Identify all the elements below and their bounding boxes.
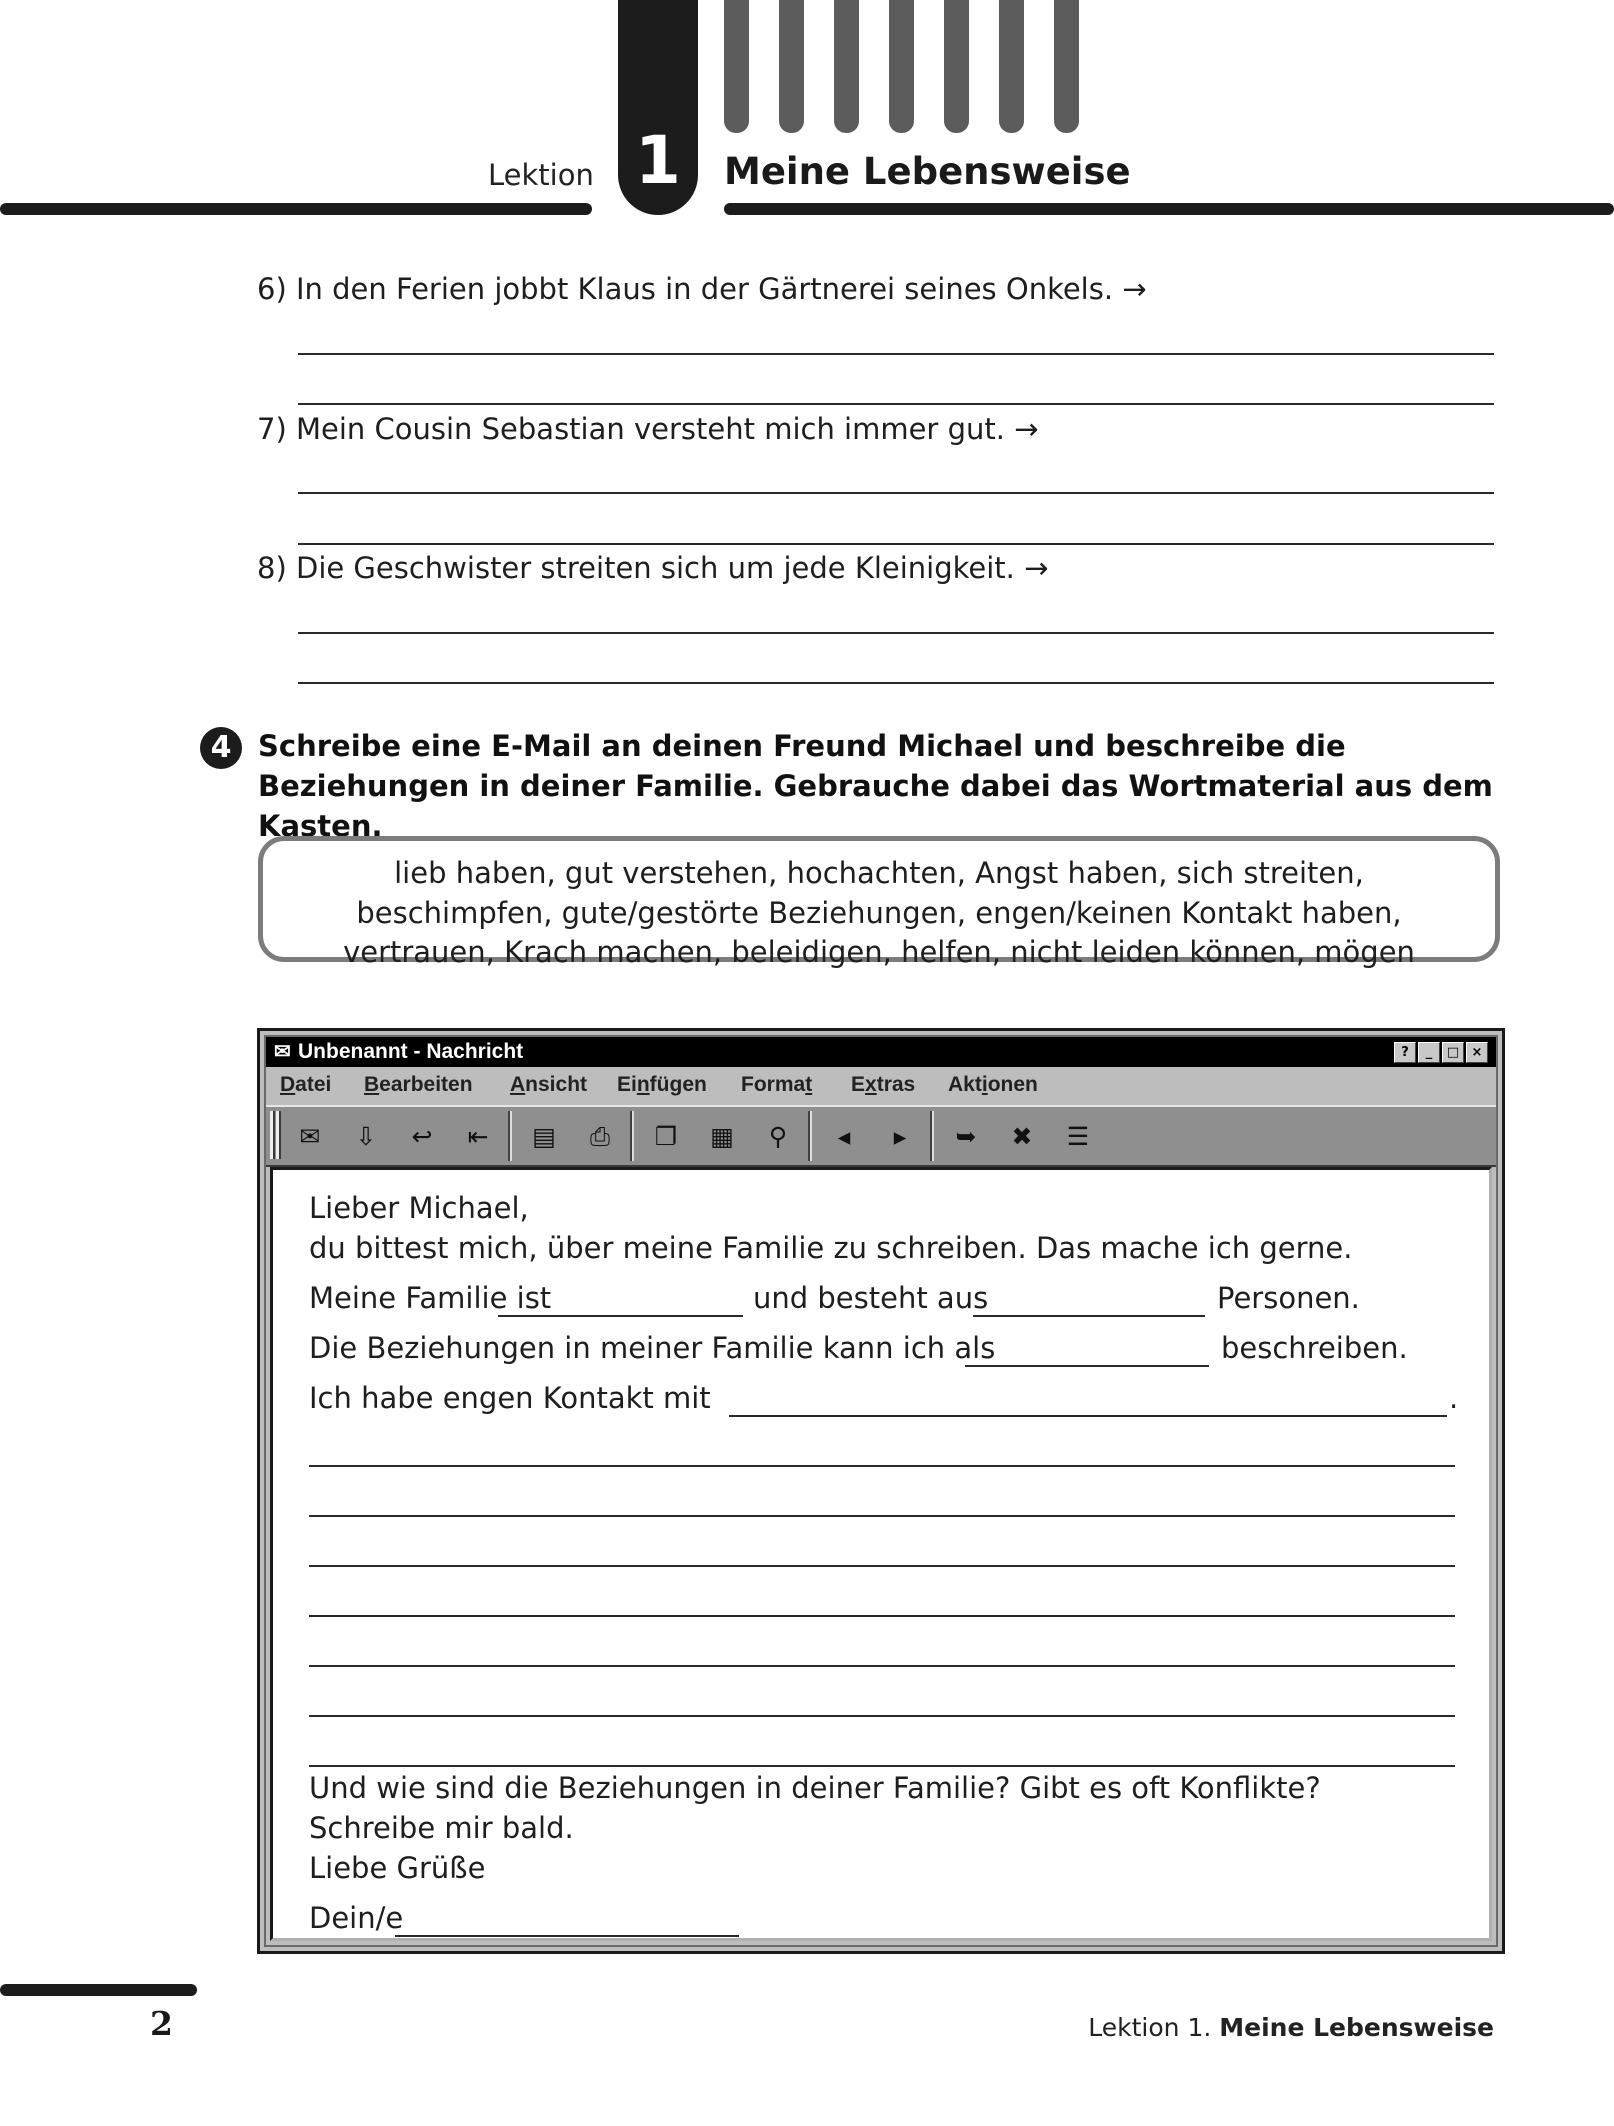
item-number: 7) <box>257 412 287 446</box>
window-title: Unbenannt - Nachricht <box>298 1040 524 1063</box>
family-line-end: Personen. <box>1217 1281 1360 1315</box>
item-text: Die Geschwister streiten sich um jede Kleinigkeit. → <box>295 551 1049 585</box>
toolbar-separator <box>930 1111 934 1161</box>
answer-line[interactable] <box>298 543 1494 545</box>
contact-line-end: . <box>1449 1381 1459 1415</box>
menu-einfuegen[interactable]: Einfügen <box>617 1073 707 1096</box>
writing-line[interactable] <box>309 1665 1455 1667</box>
paste-icon[interactable]: ▦ <box>710 1122 734 1151</box>
footer-title: Meine Lebensweise <box>1219 2013 1494 2042</box>
toolbar-grip[interactable] <box>270 1111 275 1159</box>
header-bar-2 <box>779 0 804 133</box>
menu-format[interactable]: Format <box>741 1073 813 1096</box>
signature-label: Dein/e <box>309 1901 404 1935</box>
window-frame <box>264 1035 1498 1947</box>
footer-lesson <box>1088 2013 1494 2042</box>
exercise-item-7 <box>257 412 1038 446</box>
receive-icon[interactable]: ⇩ <box>355 1122 377 1151</box>
title-bar[interactable] <box>266 1037 1496 1067</box>
closing-greeting: Liebe Grüße <box>309 1851 486 1885</box>
relations-line-end: beschreiben. <box>1221 1331 1408 1365</box>
exercise-item-8 <box>257 551 1048 585</box>
reply-all-icon[interactable]: ⇤ <box>467 1122 489 1151</box>
toolbar <box>266 1105 1496 1167</box>
next-icon[interactable]: ▸ <box>893 1122 907 1151</box>
toolbar-separator <box>508 1111 512 1161</box>
task-number-badge: 4 <box>200 727 242 769</box>
closing-question: Und wie sind die Beziehungen in deiner Familie? Gibt es oft Konflikte? <box>309 1771 1321 1805</box>
lesson-title: Meine Lebensweise <box>724 150 1131 193</box>
forward-icon[interactable]: ➥ <box>955 1122 977 1151</box>
answer-line[interactable] <box>298 353 1494 355</box>
copy-icon[interactable]: ❐ <box>654 1122 678 1151</box>
item-number: 8) <box>257 551 287 585</box>
answer-line[interactable] <box>298 403 1494 405</box>
menu-bearbeiten[interactable]: Bearbeiten <box>364 1073 473 1096</box>
header-bar-5 <box>944 0 969 133</box>
header-bar-4 <box>889 0 914 133</box>
find-icon[interactable]: ⚲ <box>768 1122 788 1151</box>
help-icon[interactable]: ? <box>1394 1042 1416 1063</box>
word-box-line: beschimpfen, gute/gestörte Beziehungen, engen/keinen Kontakt haben, <box>356 896 1402 930</box>
envelope-icon: ✉ <box>274 1041 291 1063</box>
email-window <box>257 1028 1505 1954</box>
header-bar-6 <box>999 0 1024 133</box>
item-text: Mein Cousin Sebastian versteht mich immer gut. → <box>295 412 1039 446</box>
blank-person-count[interactable] <box>973 1315 1205 1317</box>
family-line-start: Meine Familie ist <box>309 1281 552 1315</box>
toolbar-separator <box>630 1111 634 1161</box>
blank-contact[interactable] <box>729 1415 1447 1417</box>
closing-request: Schreibe mir bald. <box>309 1811 574 1845</box>
writing-line[interactable] <box>309 1515 1455 1517</box>
header-bar-1 <box>724 0 749 133</box>
contact-line-start: Ich habe engen Kontakt mit <box>309 1381 711 1415</box>
previous-icon[interactable]: ◂ <box>837 1122 851 1151</box>
toolbar-grip[interactable] <box>276 1111 281 1159</box>
header-rule-left <box>0 203 592 215</box>
lektion-label: Lektion <box>488 158 594 192</box>
relations-line-start: Die Beziehungen in meiner Familie kann ich als <box>309 1331 996 1365</box>
footer-rule <box>0 1984 197 1996</box>
footer-prefix: Lektion 1. <box>1088 2013 1212 2042</box>
answer-line[interactable] <box>298 682 1494 684</box>
menu-bar <box>266 1069 1496 1101</box>
menu-ansicht[interactable]: Ansicht <box>510 1073 588 1096</box>
writing-line[interactable] <box>309 1565 1455 1567</box>
lesson-number: 1 <box>635 122 681 199</box>
header-bar-3 <box>834 0 859 133</box>
writing-line[interactable] <box>309 1765 1455 1767</box>
address-book-icon[interactable]: ☰ <box>1066 1122 1090 1151</box>
blank-family-type[interactable] <box>498 1315 743 1317</box>
writing-line[interactable] <box>309 1615 1455 1617</box>
word-box-line: vertrauen, Krach machen, beleidigen, helfen, nicht leiden können, mögen <box>343 935 1415 969</box>
menu-aktionen[interactable]: Aktionen <box>948 1073 1038 1096</box>
save-icon[interactable]: ▤ <box>532 1122 556 1151</box>
page-number: 2 <box>150 2004 173 2043</box>
intro-line: du bittest mich, über meine Familie zu schreiben. Das mache ich gerne. <box>309 1231 1353 1265</box>
message-body[interactable] <box>270 1167 1492 1941</box>
item-number: 6) <box>257 272 287 306</box>
menu-extras[interactable]: Extras <box>851 1073 916 1096</box>
send-icon[interactable]: ✉ <box>299 1122 321 1151</box>
answer-line[interactable] <box>298 632 1494 634</box>
toolbar-separator <box>808 1111 812 1161</box>
writing-line[interactable] <box>309 1465 1455 1467</box>
minimize-icon[interactable]: _ <box>1418 1042 1440 1063</box>
menu-datei[interactable]: Datei <box>280 1073 332 1096</box>
item-text: In den Ferien jobbt Klaus in der Gärtnerei seines Onkels. → <box>295 272 1147 306</box>
family-line-mid: und besteht aus <box>753 1281 989 1315</box>
blank-signature[interactable] <box>395 1935 739 1937</box>
header-bar-7 <box>1054 0 1079 133</box>
word-box-line: lieb haben, gut verstehen, hochachten, Angst haben, sich streiten, <box>394 856 1364 890</box>
reply-icon[interactable]: ↩ <box>411 1122 433 1151</box>
blank-relations[interactable] <box>965 1365 1209 1367</box>
greeting: Lieber Michael, <box>309 1191 529 1225</box>
delete-icon[interactable]: ✖ <box>1011 1122 1033 1151</box>
close-icon[interactable]: × <box>1466 1042 1488 1063</box>
header-rule-right <box>724 203 1614 215</box>
task-instruction: Schreibe eine E-Mail an deinen Freund Michael und beschreibe die Beziehungen in deiner Familie. Gebrauche dabei das Wortmaterial aus dem Kasten. <box>258 729 1493 843</box>
maximize-icon[interactable]: □ <box>1442 1042 1464 1063</box>
answer-line[interactable] <box>298 492 1494 494</box>
exercise-item-6 <box>257 272 1147 306</box>
print-icon[interactable]: ⎙ <box>589 1122 610 1151</box>
writing-line[interactable] <box>309 1715 1455 1717</box>
